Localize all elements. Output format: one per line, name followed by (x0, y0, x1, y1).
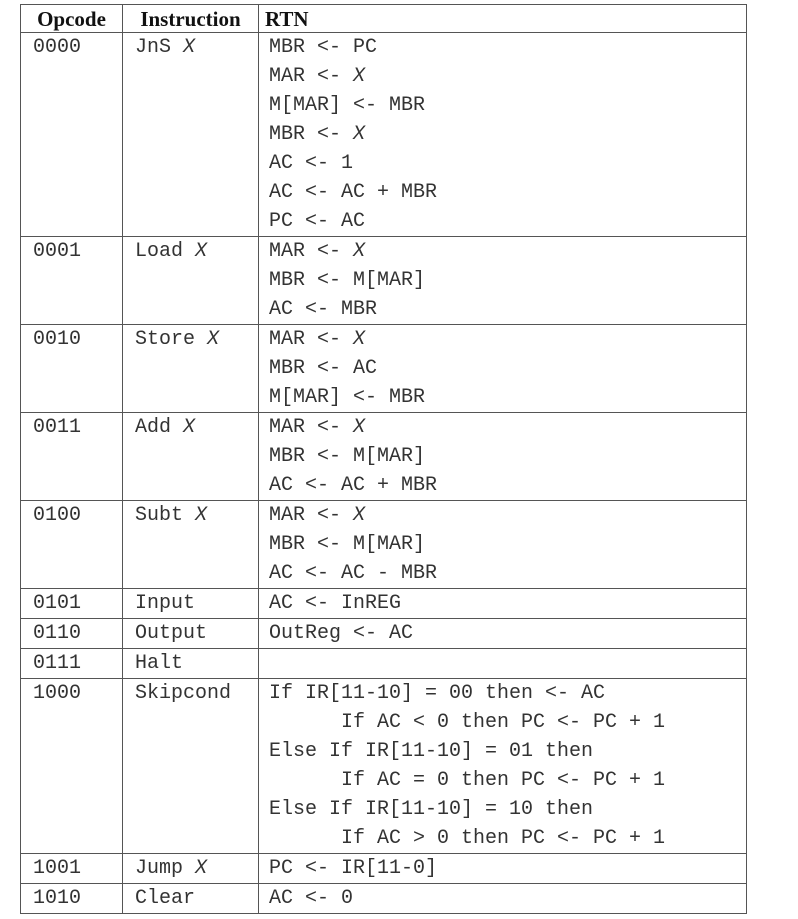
table-row (21, 884, 747, 914)
instruction-name: Store (135, 328, 196, 351)
table-body (21, 33, 747, 914)
rtn-text: Else If IR[11-10] = 01 then (269, 740, 594, 763)
rtn-text: AC <- InREG (269, 592, 402, 615)
instruction-operand: X (195, 240, 208, 263)
instruction-operand: X (195, 857, 208, 880)
opcode-cell: 0101 (21, 589, 123, 619)
rtn-operand: X (353, 123, 366, 146)
rtn-operand: X (353, 504, 366, 527)
instruction-name: Output (135, 622, 208, 645)
rtn-line (269, 91, 746, 120)
rtn-text: MBR <- M[MAR] (269, 533, 426, 556)
rtn-line (269, 530, 746, 559)
rtn-line (269, 708, 746, 737)
rtn-text: AC <- MBR (269, 298, 378, 321)
rtn-line (269, 854, 746, 883)
rtn-line (269, 207, 746, 236)
rtn-text: MAR <- (269, 416, 354, 439)
rtn-text: MAR <- (269, 504, 354, 527)
instruction-name: Halt (135, 652, 184, 675)
rtn-line (269, 413, 746, 442)
rtn-line (269, 62, 746, 91)
instruction-name: Clear (135, 887, 196, 910)
rtn-text: AC <- 0 (269, 887, 354, 910)
rtn-line (269, 501, 746, 530)
rtn-text: If AC = 0 then PC <- PC + 1 (341, 769, 666, 792)
rtn-cell (259, 501, 747, 589)
instruction-set-table (20, 4, 747, 914)
header-row (21, 5, 747, 33)
rtn-text: MAR <- (269, 328, 354, 351)
rtn-cell (259, 33, 747, 237)
rtn-operand: X (353, 328, 366, 351)
instruction-operand: X (195, 504, 208, 527)
rtn-line (269, 266, 746, 295)
rtn-text: MBR <- (269, 123, 354, 146)
rtn-text: PC <- IR[11-0] (269, 857, 438, 880)
instruction-cell (123, 501, 259, 589)
table-row (21, 649, 747, 679)
rtn-text: MBR <- M[MAR] (269, 445, 426, 468)
instruction-cell (123, 679, 259, 854)
rtn-line (269, 325, 746, 354)
rtn-line (269, 354, 746, 383)
rtn-cell (259, 884, 747, 914)
opcode-cell: 0111 (21, 649, 123, 679)
instruction-name: JnS (135, 36, 172, 59)
opcode-cell: 0010 (21, 325, 123, 413)
rtn-text: If AC > 0 then PC <- PC + 1 (341, 827, 666, 850)
opcode-cell: 0110 (21, 619, 123, 649)
rtn-cell (259, 619, 747, 649)
instruction-cell (123, 619, 259, 649)
rtn-text: OutReg <- AC (269, 622, 414, 645)
instruction-header: Instruction (123, 5, 259, 33)
table-row (21, 854, 747, 884)
instruction-name: Add (135, 416, 172, 439)
rtn-line (269, 824, 746, 853)
rtn-text: Else If IR[11-10] = 10 then (269, 798, 594, 821)
table-header (21, 5, 747, 33)
rtn-text: If AC < 0 then PC <- PC + 1 (341, 711, 666, 734)
table-row (21, 325, 747, 413)
opcode-cell: 1001 (21, 854, 123, 884)
rtn-text: AC <- AC - MBR (269, 562, 438, 585)
opcode-cell: 1010 (21, 884, 123, 914)
instruction-name: Input (135, 592, 196, 615)
instruction-cell (123, 237, 259, 325)
rtn-line (269, 442, 746, 471)
rtn-text: MAR <- (269, 240, 354, 263)
rtn-cell (259, 589, 747, 619)
opcode-cell: 0011 (21, 413, 123, 501)
rtn-operand: X (353, 240, 366, 263)
instruction-cell (123, 854, 259, 884)
instruction-name: Subt (135, 504, 184, 527)
rtn-line (269, 589, 746, 618)
rtn-operand: X (353, 416, 366, 439)
rtn-text: MAR <- (269, 65, 354, 88)
instruction-cell (123, 325, 259, 413)
rtn-line-empty (269, 649, 746, 678)
rtn-line (269, 679, 746, 708)
rtn-cell (259, 649, 747, 679)
rtn-cell (259, 854, 747, 884)
opcode-cell: 0001 (21, 237, 123, 325)
table-row (21, 33, 747, 237)
rtn-line (269, 766, 746, 795)
rtn-text: AC <- AC + MBR (269, 474, 438, 497)
instruction-cell (123, 884, 259, 914)
rtn-text: MBR <- M[MAR] (269, 269, 426, 292)
rtn-cell (259, 413, 747, 501)
instruction-cell (123, 413, 259, 501)
rtn-line (269, 120, 746, 149)
rtn-line (269, 559, 746, 588)
rtn-line (269, 295, 746, 324)
table-row (21, 237, 747, 325)
rtn-line (269, 884, 746, 913)
rtn-text: M[MAR] <- MBR (269, 94, 426, 117)
rtn-text: AC <- AC + MBR (269, 181, 438, 204)
rtn-text: If IR[11-10] = 00 then <- AC (269, 682, 606, 705)
instruction-name: Jump (135, 857, 184, 880)
instruction-cell (123, 649, 259, 679)
rtn-operand: X (353, 65, 366, 88)
table-row (21, 413, 747, 501)
instruction-cell (123, 33, 259, 237)
rtn-text: M[MAR] <- MBR (269, 386, 426, 409)
instruction-operand: X (183, 416, 196, 439)
rtn-line (269, 737, 746, 766)
instruction-name: Skipcond (135, 682, 232, 705)
rtn-line (269, 237, 746, 266)
rtn-text: MBR <- PC (269, 36, 378, 59)
rtn-line (269, 149, 746, 178)
rtn-text: AC <- 1 (269, 152, 354, 175)
rtn-header: RTN (259, 5, 747, 33)
instruction-name: Load (135, 240, 184, 263)
table-row (21, 679, 747, 854)
instruction-operand: X (207, 328, 220, 351)
rtn-line (269, 178, 746, 207)
instruction-cell (123, 589, 259, 619)
opcode-cell: 0100 (21, 501, 123, 589)
rtn-line (269, 383, 746, 412)
rtn-line (269, 795, 746, 824)
rtn-cell (259, 679, 747, 854)
rtn-line (269, 471, 746, 500)
rtn-cell (259, 325, 747, 413)
opcode-cell: 0000 (21, 33, 123, 237)
rtn-text: PC <- AC (269, 210, 366, 233)
rtn-line (269, 619, 746, 648)
table-row (21, 589, 747, 619)
opcode-cell: 1000 (21, 679, 123, 854)
rtn-line (269, 33, 746, 62)
table-row (21, 619, 747, 649)
instruction-operand: X (183, 36, 196, 59)
rtn-text: MBR <- AC (269, 357, 378, 380)
table-row (21, 501, 747, 589)
rtn-cell (259, 237, 747, 325)
opcode-header: Opcode (21, 5, 123, 33)
